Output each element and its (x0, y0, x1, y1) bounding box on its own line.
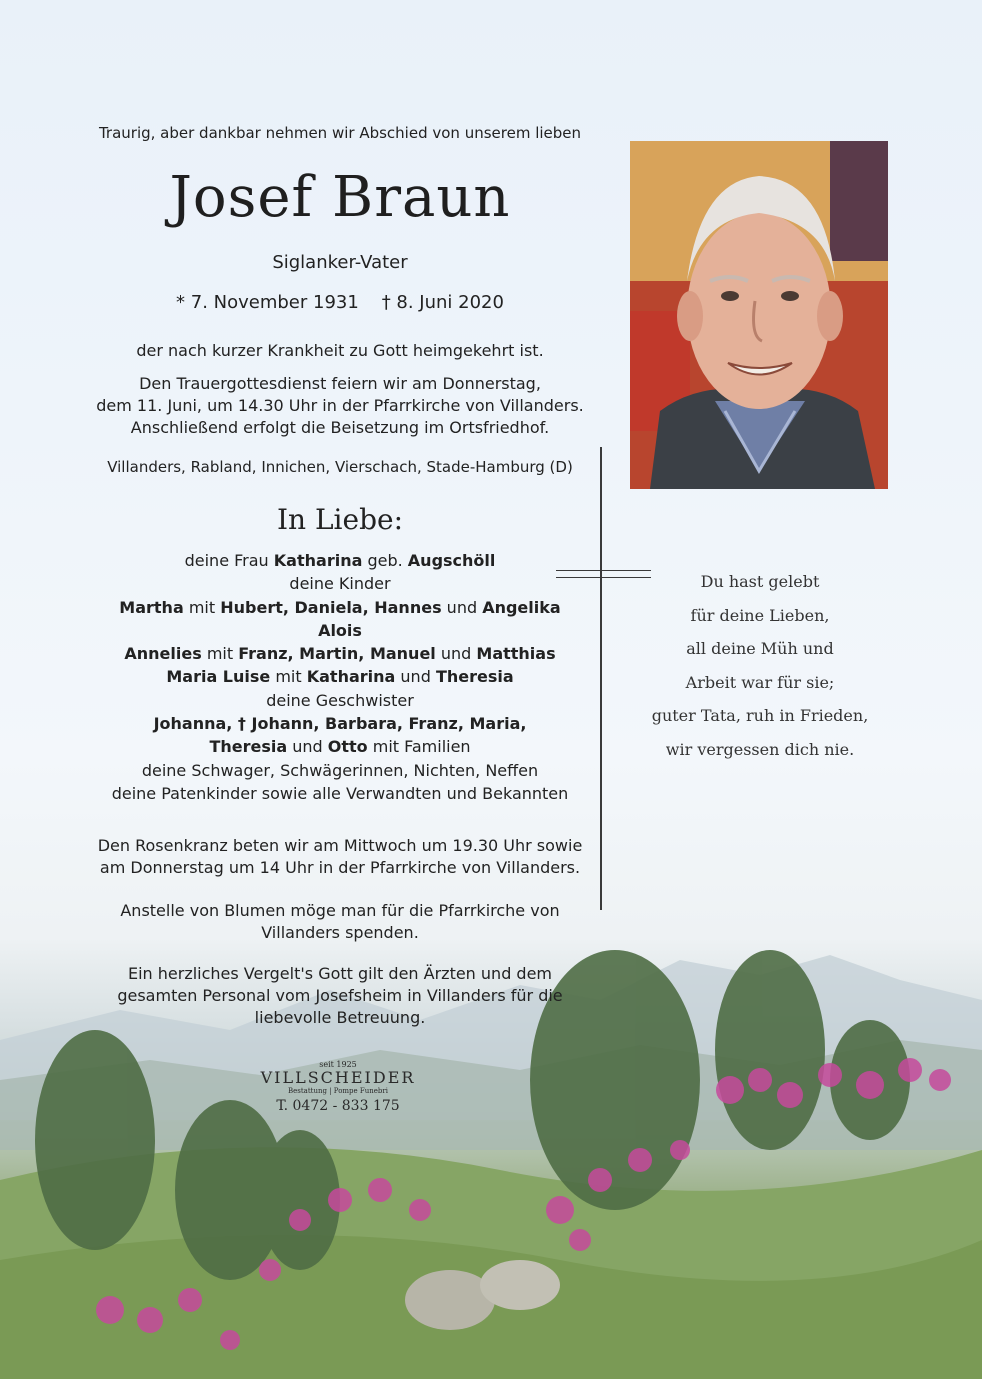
places-list: Villanders, Rabland, Innichen, Vierschach, Stade-Hamburg (D) (107, 458, 573, 476)
list-item: deine Frau Katharina geb. Augschöll (184, 551, 496, 570)
list-item: deine Kinder (289, 574, 391, 594)
poem-line: für deine Lieben, (690, 605, 830, 625)
list-item: deine Geschwister (266, 690, 414, 710)
cross-horizontal-bar (556, 577, 651, 578)
list-item: Theresia und Otto mit Familien (209, 737, 471, 757)
list-item: Annelies mit Franz, Martin, Manuel und Matthias (124, 644, 556, 664)
cross-horizontal-bar (556, 570, 651, 571)
thanks-text: Ein herzliches Vergelt's Gott gilt den Ärzten und dem gesamten Personal vom Josefsheim in Villanders für die liebevolle Betreuung. (117, 964, 563, 1027)
passing-note: der nach kurzer Krankheit zu Gott heimgekehrt ist. (136, 341, 544, 360)
list-item: deine Schwager, Schwägerinnen, Nichten, Neffen (141, 760, 539, 780)
poem-line: wir vergessen dich nie. (665, 739, 855, 759)
portrait-photo (630, 141, 888, 489)
poem-line: guter Tata, ruh in Frieden, (651, 706, 869, 726)
poem-line: Arbeit war für sie; (685, 672, 835, 692)
rosary-text: Den Rosenkranz beten wir am Mittwoch um 19.30 Uhr sowie am Donnerstag um 14 Uhr in der Pfarrkirche von Villanders. (97, 836, 583, 877)
life-dates: * 7. November 1931 † 8. Juni 2020 (176, 292, 504, 313)
list-item: Alois (318, 620, 362, 640)
epithet: Siglanker-Vater (272, 252, 408, 273)
cross-vertical (600, 447, 602, 910)
list-item: Johanna, † Johann, Barbara, Franz, Maria, (153, 714, 527, 734)
list-item: Maria Luise mit Katharina und Theresia (166, 667, 514, 687)
intro-text: Traurig, aber dankbar nehmen wir Abschied von unserem lieben (98, 124, 582, 142)
funeral-home-logo: seit 1925 VILLSCHEIDER Bestattung | Pompe Funebri T. 0472 - 833 175 (260, 1060, 416, 1114)
poem-line: all deine Müh und (686, 639, 834, 659)
poem-line: Du hast gelebt (700, 572, 820, 591)
family-list (80, 549, 600, 805)
list-item: deine Patenkinder sowie alle Verwandten und Bekannten (111, 783, 569, 803)
donation-text: Anstelle von Blumen möge man für die Pfarrkirche von Villanders spenden. (120, 901, 560, 942)
list-item: Martha mit Hubert, Daniela, Hannes und Angelika (119, 597, 561, 617)
deceased-name: Josef Braun (169, 165, 511, 230)
in-love-heading: In Liebe: (276, 503, 404, 536)
poem (640, 565, 880, 767)
funeral-service-text: Den Trauergottesdienst feiern wir am Donnerstag, dem 11. Juni, um 14.30 Uhr in der Pfarrkirche von Villanders. Anschließend erfolgt die Beisetzung im Ortsfriedhof. (96, 374, 584, 437)
